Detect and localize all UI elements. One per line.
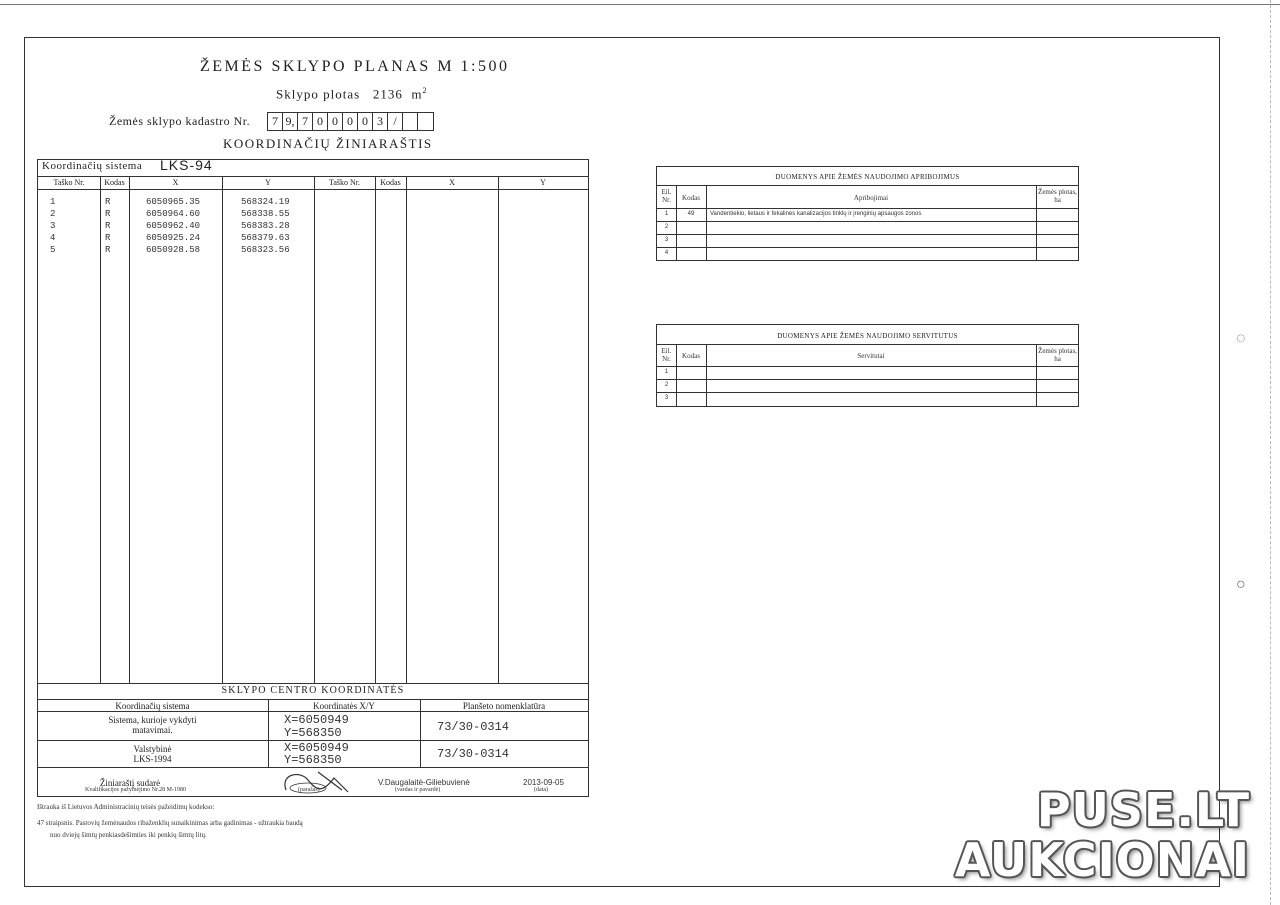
centre-section-divider	[37, 683, 589, 684]
centre-row1-label-line1: Sistema, kurioje vykdyti	[108, 715, 197, 725]
centre-col-xy: Koordinatės X/Y	[313, 701, 375, 711]
plot-area	[276, 86, 428, 102]
restrictions-col-nr: Eil. Nr.	[661, 188, 672, 204]
coord-cell-nr: 5	[50, 245, 56, 255]
centre-row1-plan: 73/30-0314	[437, 720, 510, 734]
coord-cell-x: 6050964.60	[146, 209, 201, 219]
plot-area-label: Sklypo plotas	[276, 86, 361, 102]
coord-cell-nr: 2	[50, 209, 56, 219]
restriction-cell-nr: 2	[664, 224, 669, 230]
coord-cell-nr: 3	[50, 221, 56, 231]
signoff-cert: Kvalifikacijos pažymėjimo Nr.28 M-1980	[85, 787, 186, 793]
centre-col-system: Koordinačių sistema	[115, 701, 190, 711]
coord-cell-kodas: R	[105, 221, 111, 231]
restrictions-rule	[656, 221, 1079, 222]
watermark-line-1: PUSE.LT	[1036, 783, 1250, 837]
punch-hole-icon: ○	[1236, 576, 1246, 593]
coord-cell-x: 6050928.58	[146, 245, 201, 255]
coord-cell-kodas: R	[105, 209, 111, 219]
restrictions-rule	[656, 234, 1079, 235]
scan-top-edge	[0, 4, 1280, 5]
servitudes-rule	[656, 344, 1079, 345]
coordinates-title: KOORDINAČIŲ ŽINIARAŠTIS	[223, 136, 433, 151]
cadastre-digit	[418, 113, 433, 130]
coord-cell-kodas: R	[105, 197, 111, 207]
coord-cell-y: 568383.28	[241, 221, 290, 231]
cadastre-number-boxes	[267, 112, 434, 131]
servitude-cell-nr: 3	[664, 395, 669, 401]
servitudes-rule	[656, 379, 1079, 380]
col-divider	[406, 177, 407, 683]
centre-row2-label-line1: Valstybinė	[133, 744, 172, 754]
cadastre-digit: 0	[328, 113, 343, 130]
header-point-nr: Taško Nr.	[53, 178, 85, 187]
signoff-made: Žiniaraštį sudarė	[99, 778, 161, 788]
legal-note-1: Ištrauka iš Lietuvos Administracinių teisės pažeidimų kodekso:	[37, 803, 215, 811]
centre-row1-y: Y=568350	[284, 726, 342, 740]
coord-cell-y: 568323.56	[241, 245, 290, 255]
restriction-cell-nr: 3	[664, 237, 669, 243]
restrictions-col-area: Žemės plotas, ha	[1038, 188, 1077, 204]
header-x-2: X	[449, 178, 455, 187]
signoff-name-caption: (vardas ir pavardė)	[395, 787, 441, 793]
servitude-cell-nr: 1	[664, 369, 669, 375]
restrictions-rule	[656, 247, 1079, 248]
cadastre-digit: /	[388, 113, 403, 130]
header-code: Kodas	[104, 178, 125, 187]
header-code-2: Kodas	[380, 178, 401, 187]
system-value: LKS-94	[160, 157, 213, 173]
servitude-cell-nr: 2	[664, 382, 669, 388]
cadastre-digit: 9,	[283, 113, 298, 130]
coord-cell-x: 6050925.24	[146, 233, 201, 243]
coord-cell-y: 568338.55	[241, 209, 290, 219]
centre-row2-y: Y=568350	[284, 753, 342, 767]
coord-cell-x: 6050965.35	[146, 197, 201, 207]
plot-area-value: 2136	[372, 86, 403, 102]
document-title: ŽEMĖS SKLYPO PLANAS M 1:500	[200, 58, 510, 75]
legal-note-3: nuo dviejų šimtų penkiasdešimties iki penkių šimtų litų.	[50, 831, 207, 839]
punch-hole-icon: ◌	[1236, 330, 1246, 347]
restrictions-rule	[656, 208, 1079, 209]
servitudes-rule	[656, 366, 1079, 367]
centre-title: SKLYPO CENTRO KOORDINATĖS	[221, 685, 405, 696]
col-divider	[100, 177, 101, 683]
restriction-cell-nr: 1	[664, 211, 669, 217]
coord-cell-nr: 4	[50, 233, 56, 243]
centre-row1-label	[37, 715, 268, 735]
restriction-cell-desc: Vandentiekio, lietaus ir fekalinės kanalizacijos tinklų ir įrenginių apsaugos zonos	[710, 211, 922, 217]
servitudes-col-area: Žemės plotas, ha	[1038, 347, 1077, 363]
system-label: Koordinačių sistema	[42, 160, 143, 172]
centre-row2-plan: 73/30-0314	[437, 747, 510, 761]
col-divider	[375, 177, 376, 683]
col-divider	[129, 177, 130, 683]
cadastre-digit: 3	[373, 113, 388, 130]
header-y: Y	[265, 178, 271, 187]
coord-cell-y: 568379.63	[241, 233, 290, 243]
centre-rule	[37, 699, 589, 700]
col-divider	[498, 177, 499, 683]
cadastre-label: Žemės sklypo kadastro Nr.	[109, 114, 251, 128]
servitudes-title: DUOMENYS APIE ŽEMĖS NAUDOJIMO SERVITUTUS	[777, 332, 958, 340]
restrictions-title: DUOMENYS APIE ŽEMĖS NAUDOJIMO APRIBOJIMUS	[775, 173, 960, 181]
header-y-2: Y	[540, 178, 546, 187]
plot-area-unit-sup: 2	[422, 86, 428, 95]
servitudes-col-nr: Eil. Nr.	[661, 347, 672, 363]
restriction-cell-nr: 4	[664, 250, 669, 256]
centre-row2-label-line2: LKS-1994	[133, 754, 172, 764]
coord-cell-kodas: R	[105, 233, 111, 243]
signature-caption: (parašas)	[298, 787, 320, 793]
restrictions-col-desc: Apribojimai	[853, 194, 889, 202]
coord-cell-y: 568324.19	[241, 197, 290, 207]
centre-row2-label	[37, 744, 268, 764]
col-divider	[222, 177, 223, 683]
coord-cell-kodas: R	[105, 245, 111, 255]
restriction-cell-code: 49	[687, 211, 695, 217]
watermark-logo	[954, 783, 1250, 887]
header-point-nr-2: Taško Nr.	[329, 178, 360, 187]
restrictions-col-code: Kodas	[682, 194, 700, 202]
restrictions-rule	[656, 185, 1079, 186]
cadastre-digit: 0	[313, 113, 328, 130]
centre-row1-x: X=6050949	[284, 713, 349, 727]
centre-row2-x: X=6050949	[284, 741, 349, 755]
plot-area-unit: m	[411, 86, 423, 102]
signoff-name: V.Daugalaitė-Giliebuvienė	[378, 778, 470, 787]
coord-cell-x: 6050962.40	[146, 221, 201, 231]
coord-cell-nr: 1	[50, 197, 56, 207]
col-divider	[314, 177, 315, 683]
watermark-line-2: AUKCIONAI	[954, 833, 1250, 887]
cadastre-digit: 7	[268, 113, 283, 130]
signoff-date: 2013-09-05	[523, 778, 564, 787]
legal-note-2: 47 straipsnis. Pastovių žemėnaudos ribaženklių sunaikinimas arba gadinimas - užtraukia baudą	[37, 819, 303, 827]
centre-col-plan: Planšeto nomenklatūra	[462, 701, 546, 711]
cadastre-digit: 0	[358, 113, 373, 130]
servitudes-col-code: Kodas	[682, 352, 700, 360]
cadastre-digit: 0	[343, 113, 358, 130]
servitudes-rule	[656, 392, 1079, 393]
cadastre-digit	[403, 113, 418, 130]
header-x: X	[172, 178, 179, 187]
scan-right-edge	[1270, 0, 1271, 905]
signoff-date-caption: (data)	[534, 787, 548, 793]
servitudes-col-desc: Servitutai	[857, 352, 885, 360]
centre-row1-label-line2: matavimai.	[132, 725, 173, 735]
cadastre-digit: 7	[298, 113, 313, 130]
centre-rule	[37, 711, 589, 712]
